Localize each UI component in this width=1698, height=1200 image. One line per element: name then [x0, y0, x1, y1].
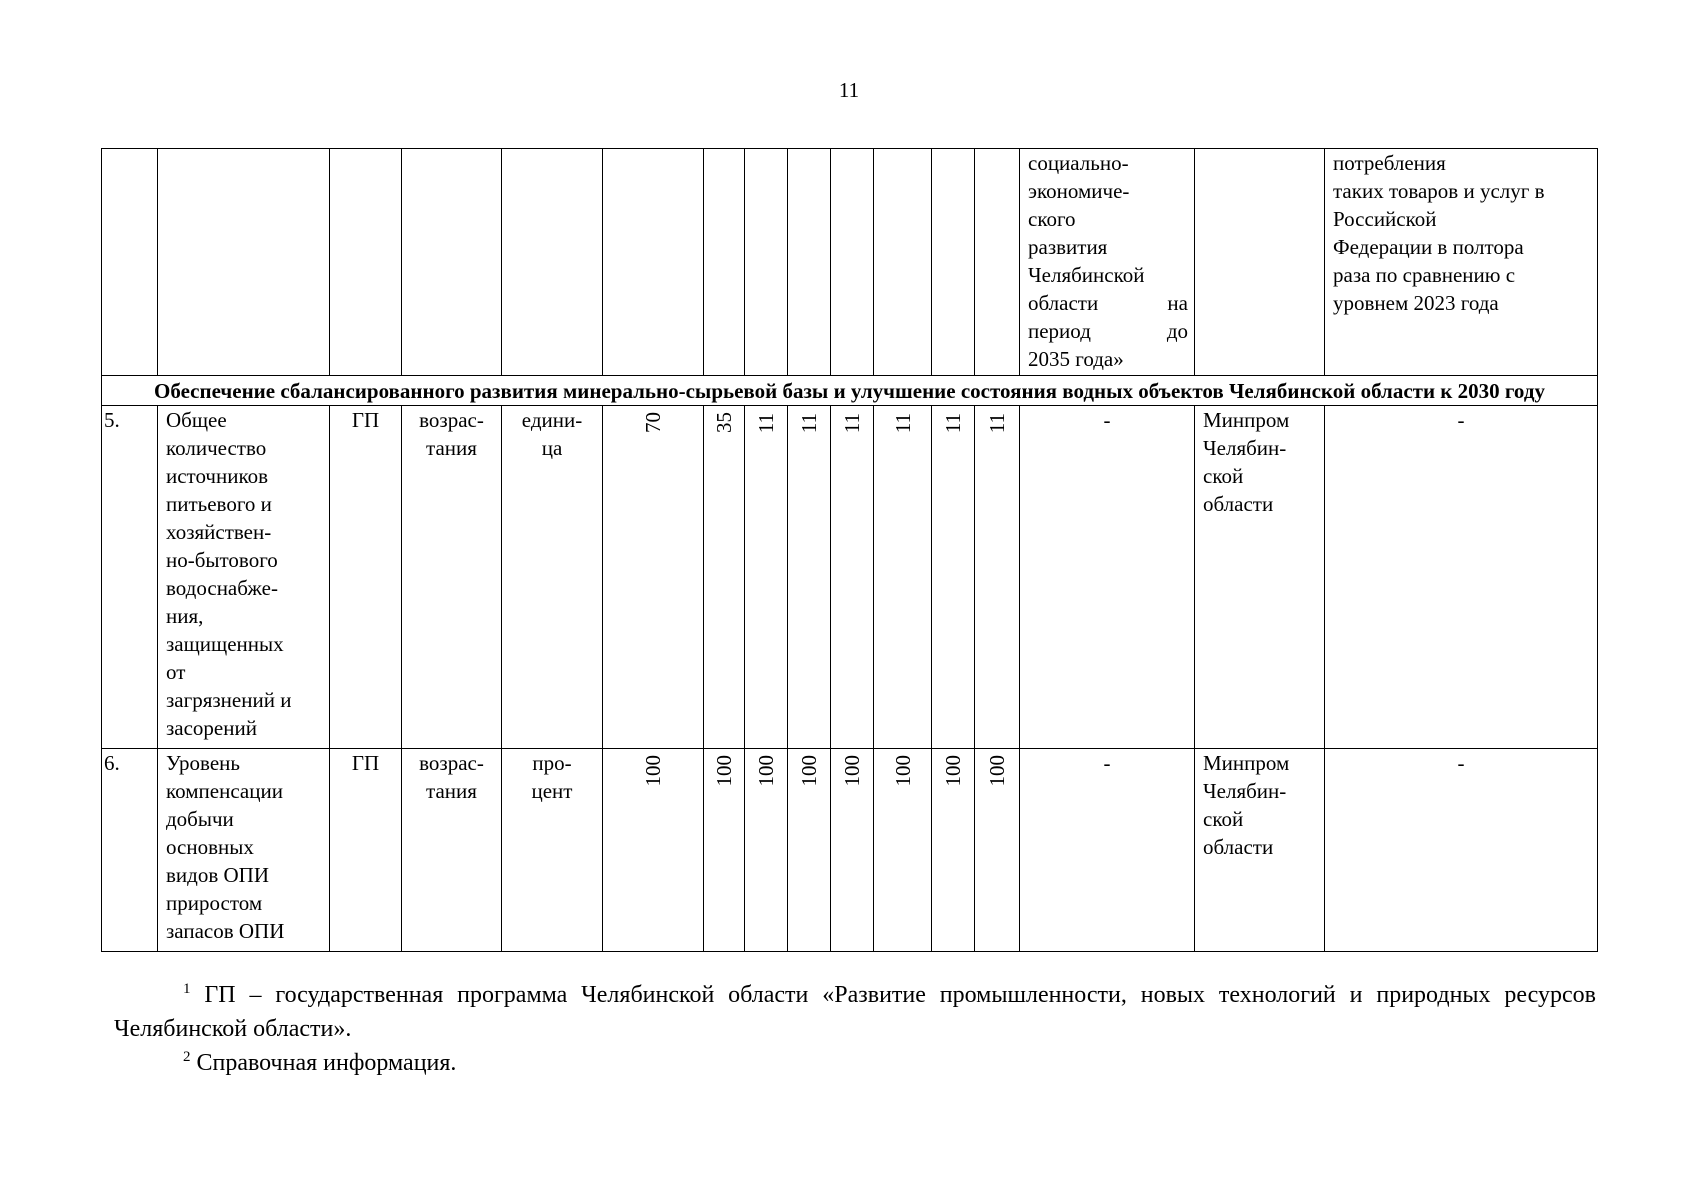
value-cell: [874, 406, 932, 749]
indicator-type: ГП: [330, 749, 402, 952]
value-text: 11: [840, 412, 864, 433]
value-text: 100: [890, 755, 915, 787]
value-cell: [831, 749, 874, 952]
cell-line: Минпром: [1203, 408, 1290, 432]
table-cell: [788, 149, 831, 376]
table-row: [102, 749, 1598, 952]
cell-line: уровнем 2023 года: [1333, 291, 1499, 315]
value-text: 11: [754, 412, 778, 433]
cell-line: раза по сравнению с: [1333, 263, 1516, 287]
cell-line: Челябинской: [1028, 263, 1145, 287]
cell-line: цент: [531, 779, 573, 803]
indicator-type: ГП: [330, 406, 402, 749]
value-cell: [932, 406, 975, 749]
goal-text-cell: [1325, 149, 1598, 376]
value-cell: [788, 406, 831, 749]
cell-line: Челябин-: [1203, 436, 1287, 460]
program-link: -: [1020, 406, 1195, 749]
value-cell: [704, 749, 745, 952]
cell-line: тания: [426, 436, 477, 460]
indicators-table: [101, 148, 1598, 952]
value-text: 100: [941, 755, 965, 787]
section-title: Обеспечение сбалансированного развития минерально-сырьевой базы и улучшение состояния водных объектов Челябинской области к 2030 году: [102, 376, 1598, 406]
indicator-name-cell: [158, 406, 330, 749]
cell-line: Минпром: [1203, 751, 1290, 775]
cell-line: области: [1203, 835, 1274, 859]
cell-line: Уровень: [166, 751, 240, 775]
cell-line: от: [166, 660, 186, 684]
value-text: 100: [641, 755, 665, 787]
cell-line: компенсации: [166, 779, 283, 803]
unit-cell: [502, 749, 603, 952]
value-text: 11: [985, 412, 1009, 433]
cell-line: основных: [166, 835, 254, 859]
cell-line: добычи: [166, 807, 234, 831]
cell-line: социально-: [1028, 151, 1129, 175]
cell-line: Федерации в полтора: [1333, 235, 1524, 259]
value-text: 70: [641, 412, 665, 433]
table-cell: [745, 149, 788, 376]
cell-line: области на: [1028, 291, 1188, 315]
cell-line: ского: [1028, 207, 1076, 231]
value-text: 11: [797, 412, 821, 433]
value-cell: [932, 749, 975, 952]
value-cell: [704, 406, 745, 749]
cell-line: запасов ОПИ: [166, 919, 285, 943]
cell-line: области: [1203, 492, 1274, 516]
table-row: [102, 406, 1598, 749]
value-text: 11: [890, 412, 915, 433]
cell-line: про-: [532, 751, 572, 775]
table-cell: [831, 149, 874, 376]
cell-line: водоснабже-: [166, 576, 278, 600]
cell-line: ца: [541, 436, 563, 460]
table-cell: [502, 149, 603, 376]
unit-cell: [502, 406, 603, 749]
footnote-2: [114, 1046, 1596, 1080]
table-cell: [158, 149, 330, 376]
cell-line: ской: [1203, 464, 1244, 488]
cell-line: видов ОПИ: [166, 863, 270, 887]
value-text: 100: [754, 755, 778, 787]
table-cell: [603, 149, 704, 376]
cell-line: Общее: [166, 408, 227, 432]
value-text: 100: [985, 755, 1009, 787]
page-number: 11: [838, 78, 860, 102]
cell-line: ния,: [166, 604, 204, 628]
cell-line: количество: [166, 436, 267, 460]
cell-line: ской: [1203, 807, 1244, 831]
cell-line: возрас-: [419, 408, 484, 432]
cell-line: 2035 года»: [1028, 347, 1124, 371]
trend-direction-cell: [402, 406, 502, 749]
table-cell: [402, 149, 502, 376]
row-number: 5.: [102, 406, 158, 749]
cell-line: но-бытового: [166, 548, 278, 572]
value-cell: [975, 406, 1020, 749]
footnote-1: [114, 978, 1596, 1046]
value-cell: [745, 749, 788, 952]
cell-line: таких товаров и услуг в: [1333, 179, 1545, 203]
footnote-1-text: ГП – государственная программа Челябинской области «Развитие промышленности, новых технологий и природных ресурсов Челябинской области».: [114, 982, 1596, 1042]
cell-line: Российской: [1333, 207, 1437, 231]
extra-info: -: [1325, 749, 1598, 952]
extra-info: -: [1325, 406, 1598, 749]
responsible-cell: [1195, 749, 1325, 952]
cell-line: питьевого и: [166, 492, 272, 516]
table-section-header: [102, 376, 1598, 406]
cell-line: защищенных: [166, 632, 284, 656]
cell-line: тания: [426, 779, 477, 803]
table-cell: [975, 149, 1020, 376]
row-number: 6.: [102, 749, 158, 952]
cell-line: экономиче-: [1028, 179, 1130, 203]
value-cell: [788, 749, 831, 952]
value-text: 100: [840, 755, 864, 787]
program-link: -: [1020, 749, 1195, 952]
table-row-continuation: [102, 149, 1598, 376]
cell-line: источников: [166, 464, 269, 488]
footnote-2-mark: 2: [183, 1049, 191, 1065]
footnote-2-text: Справочная информация.: [190, 1050, 457, 1076]
value-text: 100: [712, 755, 736, 787]
footnote-1-mark: 1: [183, 981, 191, 997]
cell-line: хозяйствен-: [166, 520, 272, 544]
cell-line: едини-: [521, 408, 583, 432]
value-text: 11: [941, 412, 965, 433]
table-cell: [874, 149, 932, 376]
footnotes: [114, 978, 1596, 1080]
table-cell: [932, 149, 975, 376]
table-cell: [704, 149, 745, 376]
cell-line: развития: [1028, 235, 1108, 259]
responsible-cell: [1195, 406, 1325, 749]
value-cell: [874, 749, 932, 952]
table-cell: [1195, 149, 1325, 376]
program-link-cell: [1020, 149, 1195, 376]
value-cell: [603, 406, 704, 749]
trend-direction-cell: [402, 749, 502, 952]
value-cell: [975, 749, 1020, 952]
value-cell: [831, 406, 874, 749]
cell-line: Челябин-: [1203, 779, 1287, 803]
table-cell: [102, 149, 158, 376]
cell-line: период до: [1028, 319, 1188, 343]
cell-line: возрас-: [419, 751, 484, 775]
indicator-name-cell: [158, 749, 330, 952]
value-text: 100: [797, 755, 821, 787]
cell-line: приростом: [166, 891, 263, 915]
value-text: 35: [712, 412, 736, 433]
cell-line: засорений: [166, 716, 257, 740]
table-cell: [330, 149, 402, 376]
cell-line: загрязнений и: [166, 688, 292, 712]
cell-line: потребления: [1333, 151, 1446, 175]
value-cell: [603, 749, 704, 952]
value-cell: [745, 406, 788, 749]
